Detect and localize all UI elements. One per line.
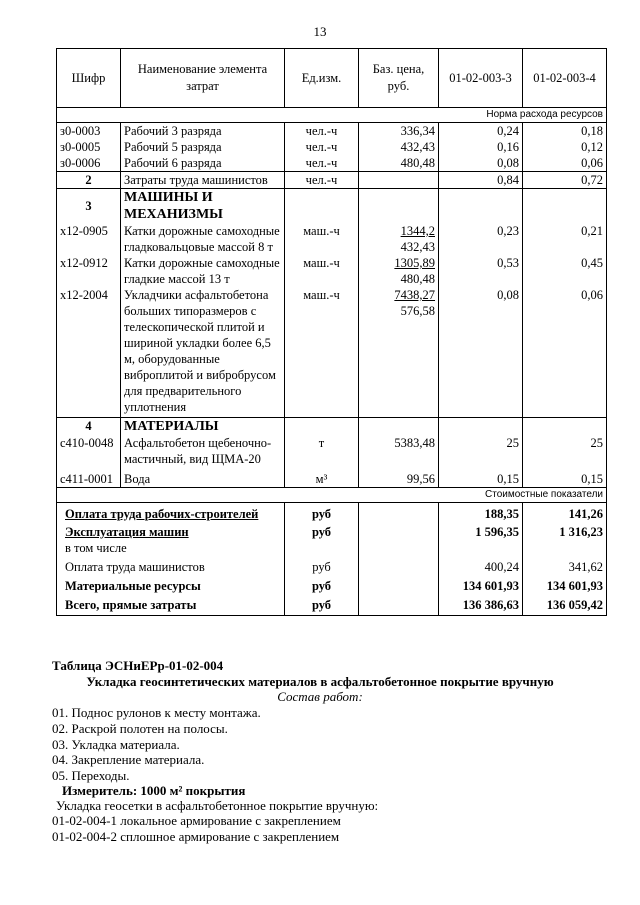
table-row: [57, 435, 607, 467]
summary-row: [57, 540, 607, 556]
table-row: [57, 287, 607, 418]
step-item: 03. Укладка материала.: [52, 737, 180, 752]
row-value-2: 0,18: [523, 123, 607, 140]
summary-value-1: 134 601,93: [439, 575, 523, 594]
table-row: [57, 123, 607, 140]
row-value-1: 25: [439, 435, 523, 467]
norm-item: 01-02-004-2 сплошное армирование с закреплением: [52, 829, 340, 844]
group-title: МАТЕРИАЛЫ: [121, 418, 285, 436]
estimate-table: [56, 48, 607, 616]
header-code: Шифр: [57, 49, 121, 108]
page-number: 13: [313, 24, 327, 39]
summary-value-1: 188,35: [439, 503, 523, 523]
materials-group-row: [57, 418, 607, 436]
group-code: 4: [57, 418, 121, 436]
row-name: Катки дорожные самоходные гладковальцовые массой 8 т: [121, 223, 285, 255]
table-title: Таблица ЭСНиЕРр-01-02-004: [52, 658, 224, 673]
row-name: Рабочий 5 разряда: [121, 139, 285, 155]
step-item: 04. Закрепление материала.: [52, 752, 205, 767]
machines-group-row: [57, 189, 607, 224]
row-value-2: 25: [523, 435, 607, 467]
summary-unit: руб: [285, 575, 359, 594]
summary-unit: руб: [285, 594, 359, 616]
row-code: с410-0048: [57, 435, 121, 467]
summary-name: Оплата труда машинистов: [57, 556, 285, 575]
row-code: з0-0005: [57, 139, 121, 155]
row-price: 432,43: [359, 139, 439, 155]
row-price: [359, 287, 439, 418]
table-row: [57, 155, 607, 172]
norm-item: 01-02-004-1 локальное армирование с закреплением: [52, 813, 341, 828]
row-value-1: 0,16: [439, 139, 523, 155]
row-price-main: 1305,89: [394, 256, 435, 270]
row-unit: чел.-ч: [285, 123, 359, 140]
row-name: Укладчики асфальтобетона больших типоразмеров с телескопической плитой и шириной укладки более 6,5 м, оборудованные виброплитой и вибробрусом для предварительного уплотнения: [121, 287, 285, 418]
summary-value-1: 400,24: [439, 556, 523, 575]
norm-label: Норма расхода ресурсов: [57, 108, 607, 123]
row-code: х12-0905: [57, 223, 121, 255]
row-code: з0-0003: [57, 123, 121, 140]
summary-value-2: 136 059,42: [523, 594, 607, 616]
header-col1: 01-02-003-3: [439, 49, 523, 108]
row-price-secondary: 432,43: [400, 240, 435, 254]
work-composition-label: Состав работ:: [277, 689, 363, 704]
summary-row: [57, 556, 607, 575]
row-price-secondary: 576,58: [400, 304, 435, 318]
row-value-1: 0,08: [439, 155, 523, 172]
row-unit: м³: [285, 467, 359, 488]
row-value-2: 0,15: [523, 467, 607, 488]
group-title: МАШИНЫ И МЕХАНИЗМЫ: [121, 189, 285, 224]
summary-unit: руб: [285, 522, 359, 540]
row-name: Затраты труда машинистов: [121, 172, 285, 189]
row-name: Асфальтобетон щебеночно-мастичный, вид ЩМА-20: [121, 435, 285, 467]
row-value-1: 0,15: [439, 467, 523, 488]
summary-value-1: 1 596,35: [439, 522, 523, 540]
row-price-main: 7438,27: [394, 288, 435, 302]
row-value-1: 0,84: [439, 172, 523, 189]
table-row: [57, 223, 607, 255]
row-value-1: 0,24: [439, 123, 523, 140]
row-price: 99,56: [359, 467, 439, 488]
operator-labor-row: [57, 172, 607, 189]
meter-label: Измеритель: 1000 м² покрытия: [62, 783, 246, 798]
row-name: Рабочий 3 разряда: [121, 123, 285, 140]
summary-value-1: 136 386,63: [439, 594, 523, 616]
row-unit: маш.-ч: [285, 255, 359, 287]
summary-value-2: 341,62: [523, 556, 607, 575]
row-price-main: 1344,2: [400, 224, 435, 238]
header-price: Баз. цена, руб.: [359, 49, 439, 108]
row-price-secondary: 480,48: [400, 272, 435, 286]
cost-label-row: [57, 488, 607, 503]
row-price: [359, 223, 439, 255]
row-code: 2: [57, 172, 121, 189]
row-name: Вода: [121, 467, 285, 488]
summary-name: Всего, прямые затраты: [57, 594, 285, 616]
row-value-2: 0,45: [523, 255, 607, 287]
row-value-1: 0,08: [439, 287, 523, 418]
row-price: 5383,48: [359, 435, 439, 467]
row-unit: т: [285, 435, 359, 467]
section-subtitle: Укладка геосетки в асфальтобетонное покрытие вручную:: [56, 798, 379, 813]
row-unit: маш.-ч: [285, 287, 359, 418]
header-unit: Ед.изм.: [285, 49, 359, 108]
row-value-1: 0,53: [439, 255, 523, 287]
summary-unit: руб: [285, 556, 359, 575]
table-row: [57, 255, 607, 287]
summary-value-2: 134 601,93: [523, 575, 607, 594]
row-value-2: 0,06: [523, 287, 607, 418]
summary-row: [57, 503, 607, 523]
step-item: 01. Поднос рулонов к месту монтажа.: [52, 705, 261, 720]
summary-row: [57, 522, 607, 540]
row-unit: маш.-ч: [285, 223, 359, 255]
group-code: 3: [57, 189, 121, 224]
row-code: с411-0001: [57, 467, 121, 488]
table-header-row: [57, 49, 607, 108]
cost-label: Стоимостные показатели: [57, 488, 607, 503]
row-value-2: 0,06: [523, 155, 607, 172]
row-unit: чел.-ч: [285, 172, 359, 189]
row-code: з0-0006: [57, 155, 121, 172]
summary-row: [57, 575, 607, 594]
row-price: 336,34: [359, 123, 439, 140]
summary-name: Оплата труда рабочих-строителей: [57, 503, 285, 523]
summary-row: [57, 594, 607, 616]
section-heading: Укладка геосинтетических материалов в асфальтобетонное покрытие вручную: [86, 674, 554, 689]
table-row: [57, 467, 607, 488]
norm-label-row: [57, 108, 607, 123]
summary-value-2: 141,26: [523, 503, 607, 523]
step-item: 02. Раскрой полотен на полосы.: [52, 721, 228, 736]
summary-unit: руб: [285, 503, 359, 523]
row-unit: чел.-ч: [285, 139, 359, 155]
row-price: [359, 255, 439, 287]
row-code: х12-0912: [57, 255, 121, 287]
table-row: [57, 139, 607, 155]
row-name: Рабочий 6 разряда: [121, 155, 285, 172]
header-name: Наименование элемента затрат: [121, 49, 285, 108]
row-name: Катки дорожные самоходные гладкие массой 13 т: [121, 255, 285, 287]
summary-name: в том числе: [57, 540, 285, 556]
row-code: х12-2004: [57, 287, 121, 418]
summary-name: Материальные ресурсы: [57, 575, 285, 594]
summary-value-2: 1 316,23: [523, 522, 607, 540]
row-unit: чел.-ч: [285, 155, 359, 172]
row-value-2: 0,12: [523, 139, 607, 155]
row-value-2: 0,72: [523, 172, 607, 189]
header-col2: 01-02-003-4: [523, 49, 607, 108]
row-value-1: 0,23: [439, 223, 523, 255]
summary-name: Эксплуатация машин: [57, 522, 285, 540]
row-value-2: 0,21: [523, 223, 607, 255]
row-price: 480,48: [359, 155, 439, 172]
step-item: 05. Переходы.: [52, 768, 130, 783]
